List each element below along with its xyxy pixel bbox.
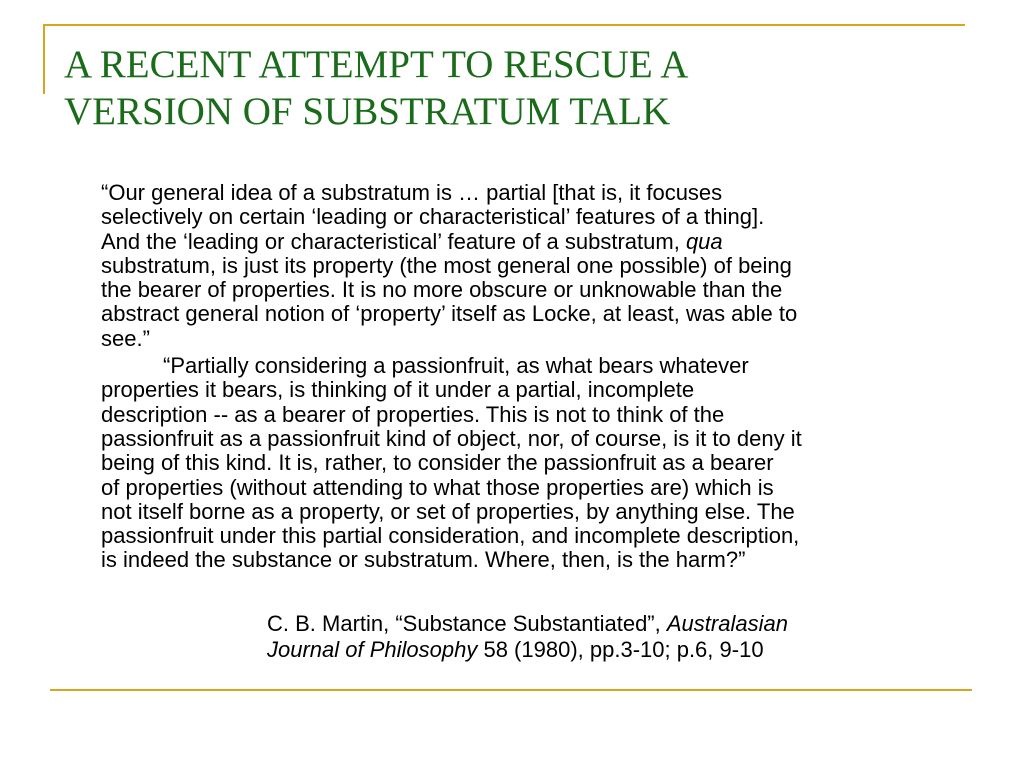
citation-journal: Australasian <box>666 611 788 636</box>
title-line: VERSION OF SUBSTRATUM TALK <box>64 90 671 133</box>
quote-line: abstract general notion of ‘property’ itself as Locke, at least, was able to <box>101 301 798 327</box>
citation <box>267 611 967 663</box>
citation-text: C. B. Martin, “Substance Substantiated”, <box>267 611 667 636</box>
quote-paragraph-1 <box>101 181 981 351</box>
citation-journal: Journal of Philosophy <box>267 637 478 662</box>
bottom-rule <box>50 689 972 691</box>
quote-paragraph-2 <box>101 354 981 573</box>
quote-line: is indeed the substance or substratum. Where, then, is the harm?” <box>101 547 746 573</box>
quote-line: being of this kind. It is, rather, to consider the passionfruit as a bearer <box>101 450 774 476</box>
title-line: A RECENT ATTEMPT TO RESCUE A <box>64 43 689 86</box>
quote-emphasis: qua <box>685 228 723 254</box>
quote-line: of properties (without attending to what those properties are) which is <box>101 474 774 500</box>
slide-title <box>64 41 964 135</box>
quote-text: And the ‘leading or characteristical’ feature of a substratum, <box>101 228 686 254</box>
top-rule <box>43 24 965 26</box>
quote-line <box>101 230 981 254</box>
quote-line: the bearer of properties. It is no more obscure or unknowable than the <box>101 277 783 303</box>
quote-line: passionfruit as a passionfruit kind of object, nor, of course, is it to deny it <box>101 425 802 451</box>
citation-line <box>267 637 967 663</box>
quote-line: passionfruit under this partial consideration, and incomplete description, <box>101 523 800 549</box>
citation-text: 58 (1980), pp.3-10; p.6, 9-10 <box>477 637 764 662</box>
citation-line <box>267 611 967 637</box>
quote-line: properties it bears, is thinking of it under a partial, incomplete <box>101 377 695 403</box>
left-rule <box>43 24 45 94</box>
quote-line: see.” <box>101 325 150 351</box>
quote-line: description -- as a bearer of properties. This is not to think of the <box>101 401 725 427</box>
quote-line: selectively on certain ‘leading or characteristical’ features of a thing]. <box>101 204 765 230</box>
quote-block <box>101 181 981 573</box>
quote-line: substratum, is just its property (the most general one possible) of being <box>101 252 792 278</box>
quote-line: “Our general idea of a substratum is … partial [that is, it focuses <box>101 180 723 205</box>
quote-line: not itself borne as a property, or set of properties, by anything else. The <box>101 498 795 524</box>
quote-line: “Partially considering a passionfruit, as what bears whatever <box>163 353 749 379</box>
